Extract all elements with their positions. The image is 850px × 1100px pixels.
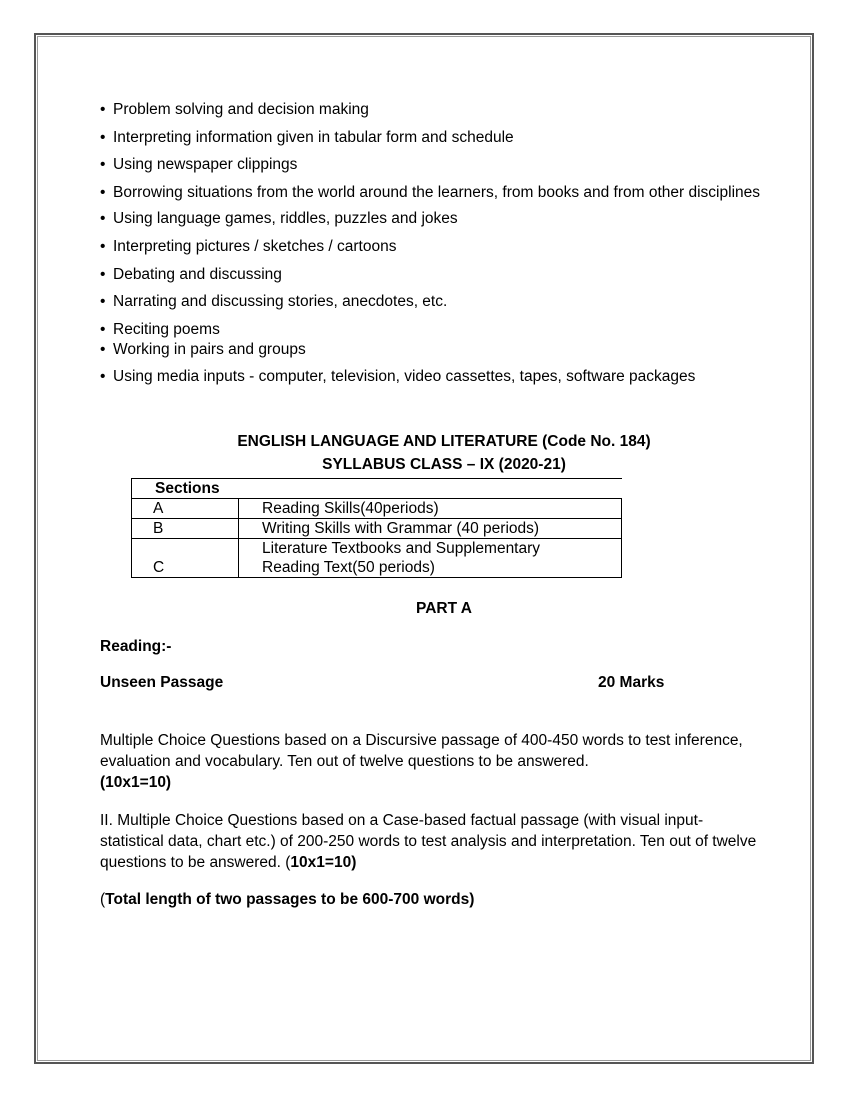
description-line: Literature Textbooks and Supplementary <box>262 540 541 557</box>
table-header: Sections <box>132 479 622 499</box>
list-item: • Using media inputs - computer, television, video cassettes, tapes, software packages <box>100 367 780 387</box>
total-length-text: Total length of two passages to be 600-700 words) <box>105 891 475 908</box>
reading-label: Reading:- <box>100 638 172 655</box>
sections-table <box>131 478 622 578</box>
list-item: • Working in pairs and groups <box>100 340 780 360</box>
list-item: • Interpreting pictures / sketches / cartoons <box>100 237 780 257</box>
list-item: • Narrating and discussing stories, anecdotes, etc. <box>100 292 780 312</box>
total-open-paren: ( <box>100 891 106 908</box>
list-item: • Interpreting information given in tabular form and schedule <box>100 128 780 148</box>
total-length-note <box>100 889 770 910</box>
list-item: • Using newspaper clippings <box>100 155 780 175</box>
list-item: • Using language games, riddles, puzzles and jokes <box>100 209 780 229</box>
list-item: • Borrowing situations from the world around the learners, from books and from other disciplines <box>100 183 780 202</box>
unseen-passage-label: Unseen Passage <box>100 674 224 691</box>
question-1-text: Multiple Choice Questions based on a Discursive passage of 400-450 words to test inference, evaluation and vocabulary. Ten out of twelve questions to be answered. <box>100 732 743 770</box>
question-1 <box>100 730 770 793</box>
syllabus-subtitle: SYLLABUS CLASS – IX (2020-21) <box>322 456 566 473</box>
section-cell: B <box>132 519 239 539</box>
section-cell: C <box>132 539 239 578</box>
question-2-text: II. Multiple Choice Questions based on a Case-based factual passage (with visual input- statistical data, chart etc.) of 200-250 words to test analysis and interpretation. Ten out of twelve questions to be answered. ( <box>100 812 757 871</box>
question-2-marks: 10x1=10) <box>290 854 357 871</box>
list-item: • Problem solving and decision making <box>100 100 780 120</box>
question-1-marks: (10x1=10) <box>100 774 172 791</box>
description-cell: Writing Skills with Grammar (40 periods) <box>239 519 622 539</box>
description-line: Reading Text(50 periods) <box>262 559 435 576</box>
list-item: • Debating and discussing <box>100 265 780 285</box>
table-row <box>132 499 622 519</box>
table-header-row <box>132 479 622 499</box>
table-row <box>132 519 622 539</box>
teaching-methods-list <box>100 100 780 395</box>
description-cell: Reading Skills(40periods) <box>239 499 622 519</box>
part-a-title: PART A <box>416 600 472 617</box>
syllabus-title: ENGLISH LANGUAGE AND LITERATURE (Code No. 184) <box>237 433 651 450</box>
unseen-passage-marks: 20 Marks <box>598 674 665 691</box>
description-cell <box>239 539 622 578</box>
list-item: • Reciting poems <box>100 320 780 340</box>
table-row <box>132 539 622 578</box>
section-cell: A <box>132 499 239 519</box>
question-2 <box>100 810 770 873</box>
